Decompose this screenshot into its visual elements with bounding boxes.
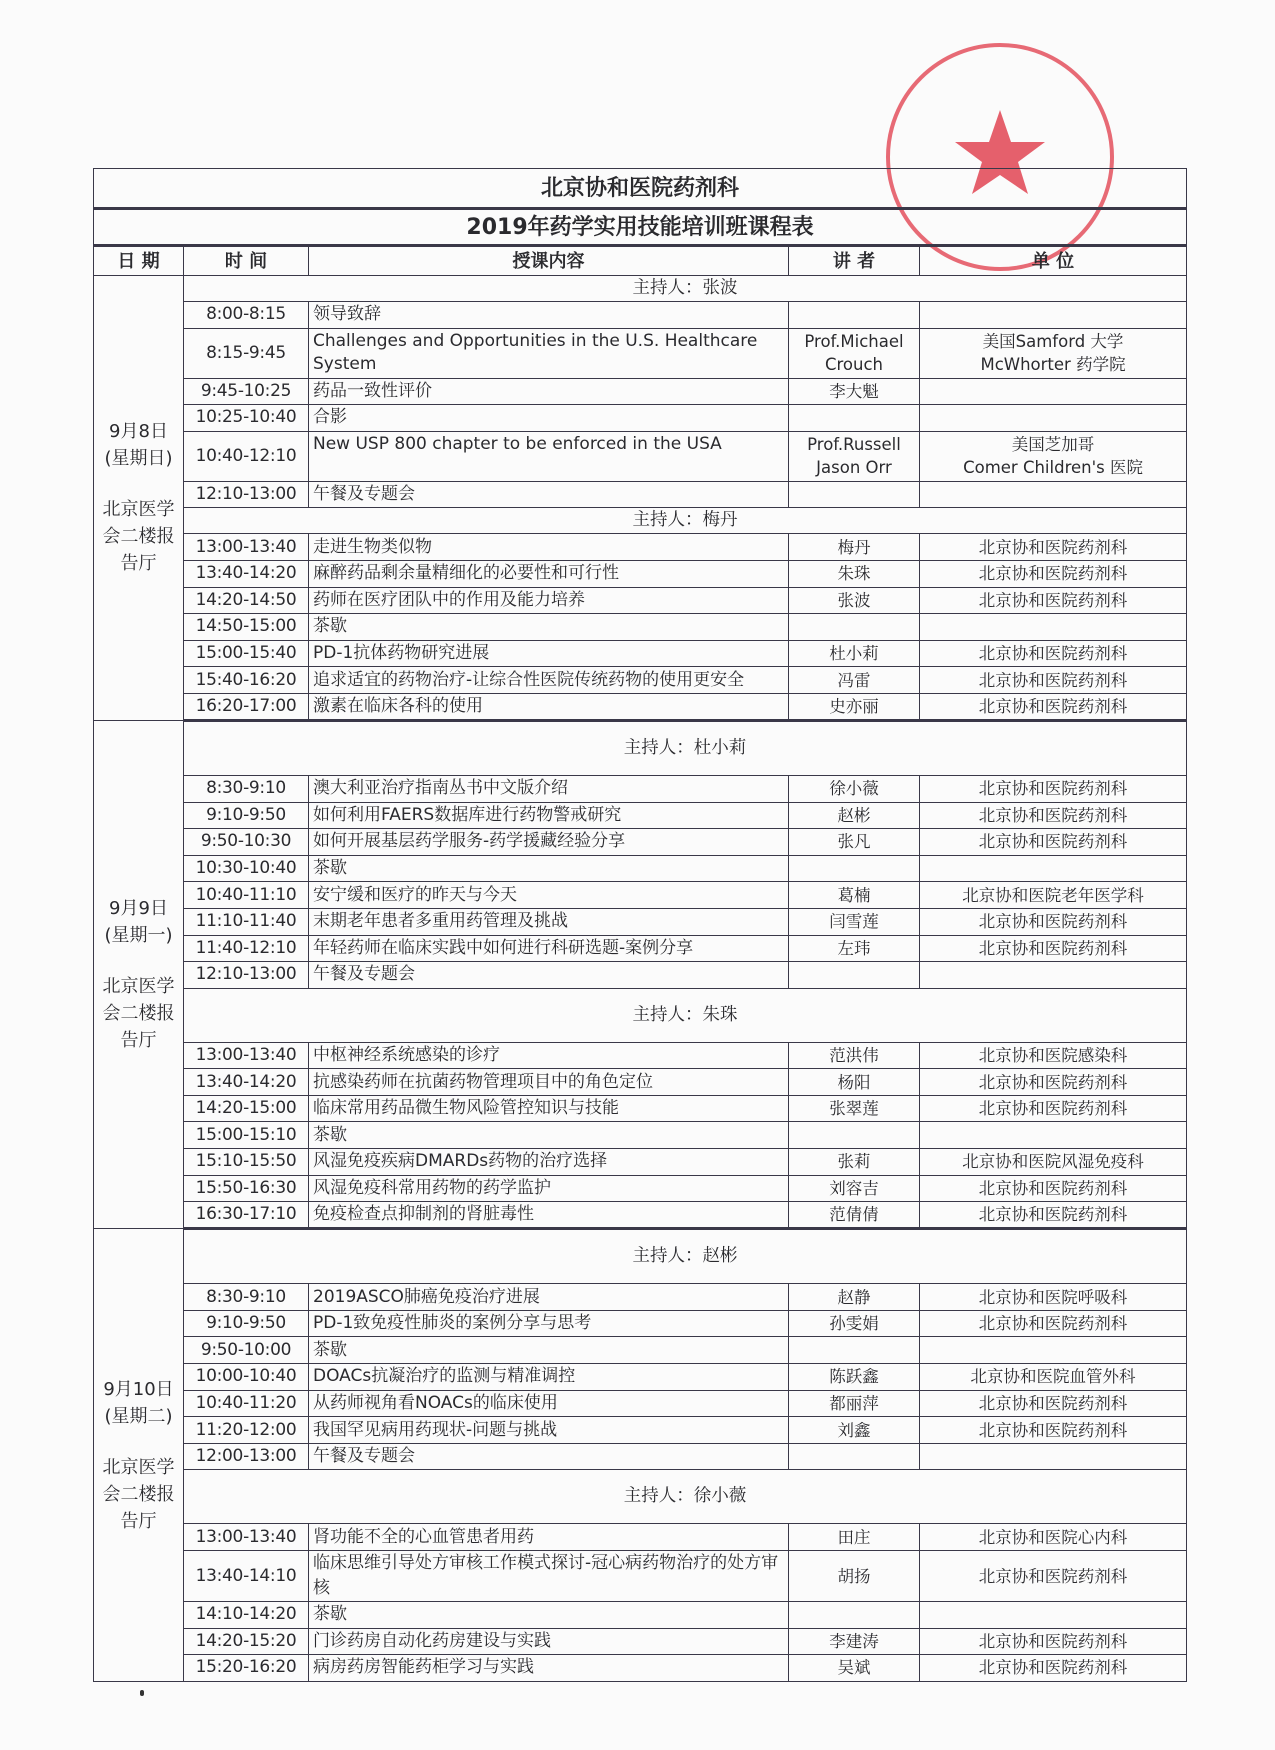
session-host: 主持人：赵彬 (184, 1229, 1187, 1284)
time-cell: 15:00-15:40 (184, 640, 309, 667)
header-row (94, 246, 1187, 276)
time-cell: 13:00-13:40 (184, 1042, 309, 1069)
speaker-cell: 史亦丽 (789, 693, 920, 720)
schedule-row (94, 431, 1187, 481)
unit-cell: 美国Samford 大学 McWhorter 药学院 (920, 328, 1187, 378)
content-cell: 茶歇 (309, 1122, 789, 1149)
speaker-cell (789, 405, 920, 432)
venue-line: 会二楼报 (102, 1483, 175, 1505)
day-cell (94, 720, 184, 1228)
unit-cell (920, 1122, 1187, 1149)
content-cell: 午餐及专题会 (309, 962, 789, 989)
header-content: 授课内容 (309, 246, 789, 276)
speaker-cell: 徐小薇 (789, 775, 920, 802)
time-cell: 9:10-9:50 (184, 802, 309, 829)
unit-cell: 北京协和医院药剂科 (920, 908, 1187, 935)
unit-cell: 北京协和医院心内科 (920, 1524, 1187, 1551)
time-cell: 12:10-13:00 (184, 962, 309, 989)
unit-cell (920, 481, 1187, 508)
time-cell: 8:00-8:15 (184, 302, 309, 329)
unit-cell: 北京协和医院药剂科 (920, 587, 1187, 614)
host-row (94, 1470, 1187, 1524)
time-cell: 15:20-16:20 (184, 1655, 309, 1682)
venue-line: 北京医学 (102, 1456, 175, 1478)
venue-line: 北京医学 (102, 976, 175, 998)
time-cell: 10:40-11:10 (184, 882, 309, 909)
time-cell: 11:10-11:40 (184, 908, 309, 935)
schedule-row (94, 908, 1187, 935)
schedule-row (94, 1042, 1187, 1069)
speaker-cell: 田庄 (789, 1524, 920, 1551)
schedule-row (94, 882, 1187, 909)
time-cell: 15:00-15:10 (184, 1122, 309, 1149)
speaker-cell: 梅丹 (789, 534, 920, 561)
speaker-cell: 孙雯娟 (789, 1310, 920, 1337)
unit-cell: 北京协和医院老年医学科 (920, 882, 1187, 909)
speaker-cell: 范倩倩 (789, 1202, 920, 1229)
content-cell: 茶歇 (309, 855, 789, 882)
unit-cell: 北京协和医院药剂科 (920, 829, 1187, 856)
speaker-cell: 赵静 (789, 1284, 920, 1311)
speaker-cell (789, 962, 920, 989)
content-cell: PD-1抗体药物研究进展 (309, 640, 789, 667)
schedule-row (94, 481, 1187, 508)
scan-speck (140, 1690, 144, 1696)
time-cell: 14:10-14:20 (184, 1602, 309, 1629)
day-weekday: (星期一) (104, 925, 173, 947)
day-date: 9月10日 (103, 1378, 174, 1400)
day-date: 9月9日 (109, 898, 168, 920)
speaker-cell: 闫雪莲 (789, 908, 920, 935)
schedule-row (94, 328, 1187, 378)
host-row (94, 1229, 1187, 1284)
content-cell: 茶歇 (309, 1602, 789, 1629)
venue-line: 告厅 (120, 553, 157, 575)
schedule-row (94, 614, 1187, 641)
speaker-cell: 吴斌 (789, 1655, 920, 1682)
venue-line: 告厅 (120, 1030, 157, 1052)
content-cell: 澳大利亚治疗指南丛书中文版介绍 (309, 775, 789, 802)
schedule-row (94, 1524, 1187, 1551)
session-host: 主持人：朱珠 (184, 988, 1187, 1042)
schedule-row (94, 378, 1187, 405)
time-cell: 13:40-14:10 (184, 1551, 309, 1602)
time-cell: 13:00-13:40 (184, 1524, 309, 1551)
schedule-row (94, 1122, 1187, 1149)
schedule-row (94, 1310, 1187, 1337)
time-cell: 10:30-10:40 (184, 855, 309, 882)
time-cell: 10:40-12:10 (184, 431, 309, 481)
time-cell: 9:45-10:25 (184, 378, 309, 405)
content-cell: 茶歇 (309, 614, 789, 641)
speaker-cell: 杨阳 (789, 1069, 920, 1096)
speaker-cell: 陈跃鑫 (789, 1364, 920, 1391)
time-cell: 16:30-17:10 (184, 1202, 309, 1229)
content-cell: 病房药房智能药柜学习与实践 (309, 1655, 789, 1682)
speaker-cell: 胡扬 (789, 1551, 920, 1602)
speaker-cell: 杜小莉 (789, 640, 920, 667)
speaker-cell: Prof.Russell Jason Orr (789, 431, 920, 481)
unit-cell: 北京协和医院药剂科 (920, 1310, 1187, 1337)
content-cell: 如何开展基层药学服务-药学援藏经验分享 (309, 829, 789, 856)
unit-cell: 北京协和医院感染科 (920, 1042, 1187, 1069)
schedule-row (94, 1202, 1187, 1229)
unit-cell (920, 302, 1187, 329)
schedule-row (94, 1390, 1187, 1417)
day-cell (94, 1229, 184, 1682)
unit-cell: 北京协和医院药剂科 (920, 1175, 1187, 1202)
schedule-row (94, 640, 1187, 667)
time-cell: 13:00-13:40 (184, 534, 309, 561)
speaker-cell: 冯雷 (789, 667, 920, 694)
content-cell: New USP 800 chapter to be enforced in the USA (309, 431, 789, 481)
content-cell: 午餐及专题会 (309, 1443, 789, 1470)
unit-cell: 北京协和医院药剂科 (920, 1551, 1187, 1602)
session-host: 主持人：杜小莉 (184, 720, 1187, 775)
content-cell: 药品一致性评价 (309, 378, 789, 405)
schedule-row (94, 405, 1187, 432)
schedule-row (94, 1364, 1187, 1391)
speaker-cell: 左玮 (789, 935, 920, 962)
session-host: 主持人：张波 (184, 276, 1187, 302)
speaker-cell: 张凡 (789, 829, 920, 856)
speaker-cell: 刘容吉 (789, 1175, 920, 1202)
schedule-row (94, 775, 1187, 802)
unit-cell: 北京协和医院药剂科 (920, 693, 1187, 720)
unit-cell (920, 1443, 1187, 1470)
unit-cell: 北京协和医院风湿免疫科 (920, 1149, 1187, 1176)
time-cell: 8:30-9:10 (184, 775, 309, 802)
host-row (94, 720, 1187, 775)
time-cell: 8:30-9:10 (184, 1284, 309, 1311)
time-cell: 10:25-10:40 (184, 405, 309, 432)
spacer (98, 472, 179, 496)
unit-cell (920, 1602, 1187, 1629)
unit-cell: 北京协和医院药剂科 (920, 775, 1187, 802)
schedule-row (94, 587, 1187, 614)
time-cell: 11:20-12:00 (184, 1417, 309, 1444)
venue-line: 会二楼报 (102, 526, 175, 548)
content-cell: 抗感染药师在抗菌药物管理项目中的角色定位 (309, 1069, 789, 1096)
time-cell: 12:00-13:00 (184, 1443, 309, 1470)
time-cell: 15:10-15:50 (184, 1149, 309, 1176)
speaker-cell: Prof.Michael Crouch (789, 328, 920, 378)
speaker-cell: 张翠莲 (789, 1095, 920, 1122)
session-host: 主持人：梅丹 (184, 508, 1187, 534)
content-cell: 中枢神经系统感染的诊疗 (309, 1042, 789, 1069)
unit-cell: 北京协和医院药剂科 (920, 640, 1187, 667)
document-subtitle: 2019年药学实用技能培训班课程表 (94, 209, 1187, 246)
content-cell: 风湿免疫疾病DMARDs药物的治疗选择 (309, 1149, 789, 1176)
content-cell: 追求适宜的药物治疗-让综合性医院传统药物的使用更安全 (309, 667, 789, 694)
time-cell: 8:15-9:45 (184, 328, 309, 378)
content-cell: 从药师视角看NOACs的临床使用 (309, 1390, 789, 1417)
unit-cell: 美国芝加哥 Comer Children's 医院 (920, 431, 1187, 481)
content-cell: 临床思维引导处方审核工作模式探讨-冠心病药物治疗的处方审核 (309, 1551, 789, 1602)
content-cell: DOACs抗凝治疗的监测与精准调控 (309, 1364, 789, 1391)
time-cell: 9:10-9:50 (184, 1310, 309, 1337)
spacer (98, 949, 179, 973)
schedule-row (94, 855, 1187, 882)
time-cell: 16:20-17:00 (184, 693, 309, 720)
speaker-cell (789, 302, 920, 329)
host-row (94, 988, 1187, 1042)
unit-cell: 北京协和医院药剂科 (920, 802, 1187, 829)
time-cell: 10:00-10:40 (184, 1364, 309, 1391)
speaker-cell: 李大魁 (789, 378, 920, 405)
time-cell: 10:40-11:20 (184, 1390, 309, 1417)
content-cell: 激素在临床各科的使用 (309, 693, 789, 720)
speaker-cell: 赵彬 (789, 802, 920, 829)
unit-cell: 北京协和医院药剂科 (920, 1202, 1187, 1229)
schedule-row (94, 962, 1187, 989)
content-cell: 2019ASCO肺癌免疫治疗进展 (309, 1284, 789, 1311)
time-cell: 11:40-12:10 (184, 935, 309, 962)
speaker-cell (789, 1602, 920, 1629)
content-cell: 我国罕见病用药现状-问题与挑战 (309, 1417, 789, 1444)
speaker-cell: 刘鑫 (789, 1417, 920, 1444)
schedule-row (94, 1443, 1187, 1470)
time-cell: 9:50-10:00 (184, 1337, 309, 1364)
schedule-row (94, 302, 1187, 329)
content-cell: 茶歇 (309, 1337, 789, 1364)
content-cell: 药师在医疗团队中的作用及能力培养 (309, 587, 789, 614)
header-unit: 单 位 (920, 246, 1187, 276)
content-cell: 免疫检查点抑制剂的肾脏毒性 (309, 1202, 789, 1229)
unit-cell (920, 855, 1187, 882)
unit-cell (920, 378, 1187, 405)
schedule-body (94, 276, 1187, 1682)
unit-cell (920, 1337, 1187, 1364)
schedule-row (94, 1551, 1187, 1602)
header-time: 时 间 (184, 246, 309, 276)
unit-cell: 北京协和医院药剂科 (920, 1390, 1187, 1417)
header-speaker: 讲 者 (789, 246, 920, 276)
unit-cell: 北京协和医院呼吸科 (920, 1284, 1187, 1311)
schedule-row (94, 1069, 1187, 1096)
speaker-cell: 张波 (789, 587, 920, 614)
schedule-row (94, 1095, 1187, 1122)
content-cell: 临床常用药品微生物风险管控知识与技能 (309, 1095, 789, 1122)
host-row (94, 276, 1187, 302)
time-cell: 12:10-13:00 (184, 481, 309, 508)
unit-cell (920, 405, 1187, 432)
content-cell: 麻醉药品剩余量精细化的必要性和可行性 (309, 560, 789, 587)
content-cell: 年轻药师在临床实践中如何进行科研选题-案例分享 (309, 935, 789, 962)
speaker-cell: 葛楠 (789, 882, 920, 909)
unit-cell: 北京协和医院药剂科 (920, 935, 1187, 962)
venue-line: 会二楼报 (102, 1003, 175, 1025)
schedule-table (93, 168, 1187, 1682)
time-cell: 13:40-14:20 (184, 560, 309, 587)
content-cell: 如何利用FAERS数据库进行药物警戒研究 (309, 802, 789, 829)
unit-cell: 北京协和医院药剂科 (920, 534, 1187, 561)
schedule-row (94, 802, 1187, 829)
content-cell: 午餐及专题会 (309, 481, 789, 508)
unit-cell: 北京协和医院药剂科 (920, 1069, 1187, 1096)
time-cell: 15:40-16:20 (184, 667, 309, 694)
unit-cell: 北京协和医院血管外科 (920, 1364, 1187, 1391)
speaker-cell (789, 481, 920, 508)
speaker-cell (789, 1122, 920, 1149)
schedule-row (94, 560, 1187, 587)
schedule-row (94, 1337, 1187, 1364)
schedule-row (94, 667, 1187, 694)
unit-cell: 北京协和医院药剂科 (920, 560, 1187, 587)
speaker-cell: 都丽萍 (789, 1390, 920, 1417)
time-cell: 14:20-15:00 (184, 1095, 309, 1122)
schedule-row (94, 1417, 1187, 1444)
content-cell: Challenges and Opportunities in the U.S. Healthcare System (309, 328, 789, 378)
session-host: 主持人：徐小薇 (184, 1470, 1187, 1524)
schedule-row (94, 1628, 1187, 1655)
day-cell (94, 276, 184, 721)
speaker-cell (789, 1337, 920, 1364)
schedule-row (94, 1602, 1187, 1629)
schedule-row (94, 693, 1187, 720)
content-cell: PD-1致免疫性肺炎的案例分享与思考 (309, 1310, 789, 1337)
speaker-cell (789, 614, 920, 641)
day-weekday: (星期日) (104, 448, 173, 470)
venue-line: 告厅 (120, 1510, 157, 1532)
day-date: 9月8日 (109, 421, 168, 443)
schedule-row (94, 1284, 1187, 1311)
unit-cell: 北京协和医院药剂科 (920, 1417, 1187, 1444)
time-cell: 13:40-14:20 (184, 1069, 309, 1096)
time-cell: 14:20-14:50 (184, 587, 309, 614)
time-cell: 9:50-10:30 (184, 829, 309, 856)
speaker-cell: 张莉 (789, 1149, 920, 1176)
course-schedule (93, 168, 1186, 1682)
content-cell: 末期老年患者多重用药管理及挑战 (309, 908, 789, 935)
schedule-row (94, 1175, 1187, 1202)
content-cell: 肾功能不全的心血管患者用药 (309, 1524, 789, 1551)
unit-cell (920, 962, 1187, 989)
unit-cell (920, 614, 1187, 641)
unit-cell: 北京协和医院药剂科 (920, 667, 1187, 694)
venue-line: 北京医学 (102, 499, 175, 521)
document-title: 北京协和医院药剂科 (94, 169, 1187, 209)
time-cell: 14:50-15:00 (184, 614, 309, 641)
content-cell: 门诊药房自动化药房建设与实践 (309, 1628, 789, 1655)
schedule-row (94, 534, 1187, 561)
schedule-row (94, 1149, 1187, 1176)
schedule-row (94, 829, 1187, 856)
unit-cell: 北京协和医院药剂科 (920, 1628, 1187, 1655)
schedule-row (94, 935, 1187, 962)
time-cell: 14:20-15:20 (184, 1628, 309, 1655)
header-date: 日 期 (94, 246, 184, 276)
speaker-cell (789, 855, 920, 882)
content-cell: 安宁缓和医疗的昨天与今天 (309, 882, 789, 909)
unit-cell: 北京协和医院药剂科 (920, 1655, 1187, 1682)
speaker-cell: 李建涛 (789, 1628, 920, 1655)
speaker-cell: 朱珠 (789, 560, 920, 587)
content-cell: 合影 (309, 405, 789, 432)
speaker-cell (789, 1443, 920, 1470)
schedule-row (94, 1655, 1187, 1682)
spacer (98, 1430, 179, 1454)
content-cell: 风湿免疫科常用药物的药学监护 (309, 1175, 789, 1202)
unit-cell: 北京协和医院药剂科 (920, 1095, 1187, 1122)
content-cell: 走进生物类似物 (309, 534, 789, 561)
day-weekday: (星期二) (104, 1405, 173, 1427)
content-cell: 领导致辞 (309, 302, 789, 329)
host-row (94, 508, 1187, 534)
speaker-cell: 范洪伟 (789, 1042, 920, 1069)
time-cell: 15:50-16:30 (184, 1175, 309, 1202)
